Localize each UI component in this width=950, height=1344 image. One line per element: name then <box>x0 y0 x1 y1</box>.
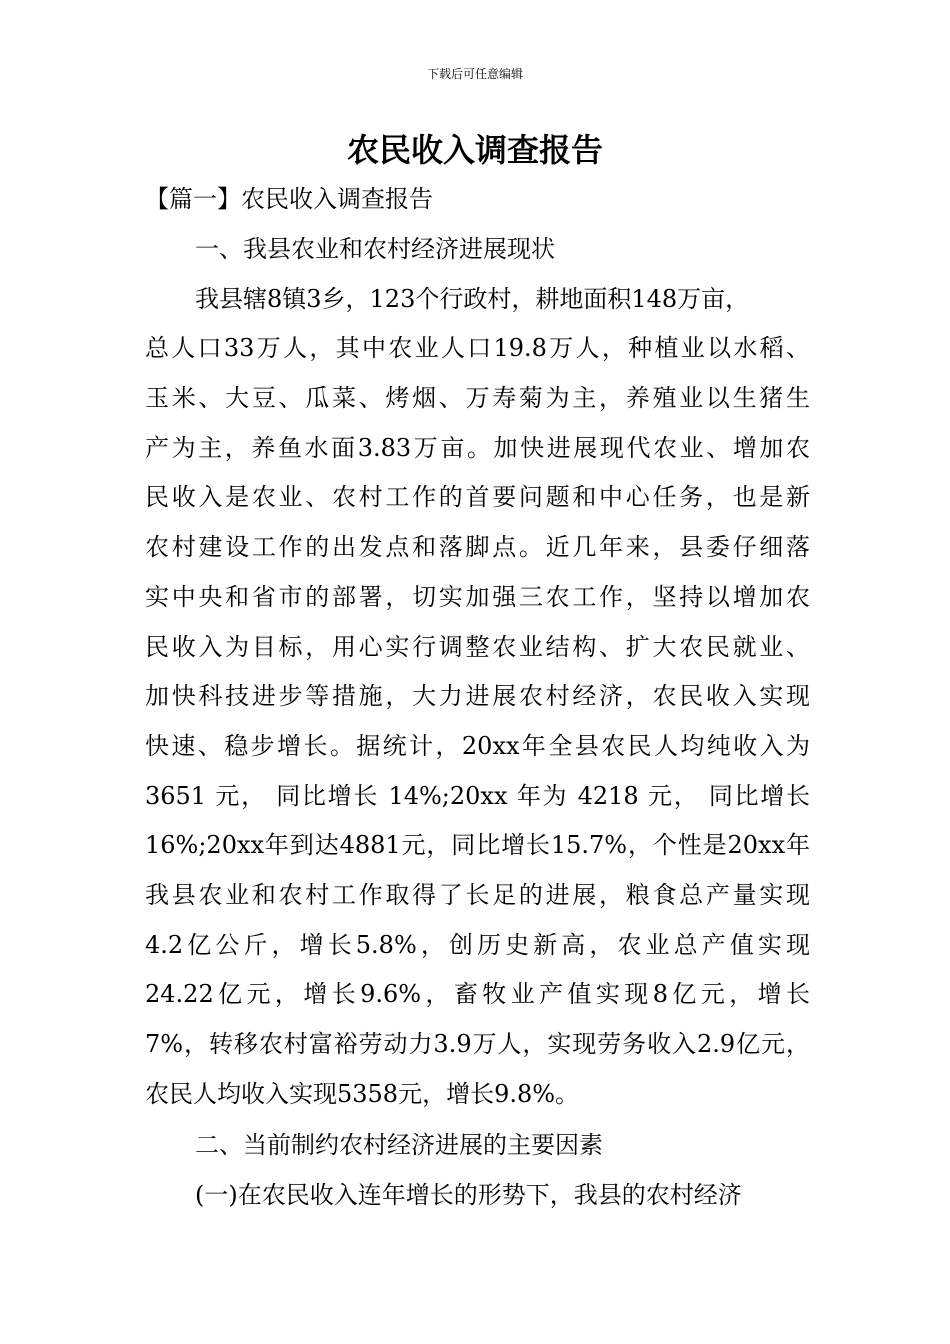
document-title: 农民收入调查报告 <box>346 131 603 169</box>
section-heading-2: 二、当前制约农村经济进展的主要因素 <box>195 1131 603 1159</box>
subtitle: 【篇一】农民收入调查报告 <box>145 185 433 213</box>
paragraph-line: 实中央和省市的部署，切实加强三农工作，坚持以增加农 <box>145 583 810 611</box>
paragraph-line: 快速、稳步增长。据统计，20xx年全县农民人均纯收入为 <box>145 732 810 760</box>
paragraph-line: 民收入为目标，用心实行调整农业结构、扩大农民就业、 <box>145 633 810 661</box>
paragraph-line: 产为主，养鱼水面3.83万亩。加快进展现代农业、增加农 <box>145 434 810 462</box>
paragraph-line: 总人口33万人，其中农业人口19.8万人，种植业以水稻、 <box>145 334 810 362</box>
header-note: 下载后可任意编辑 <box>426 67 523 81</box>
paragraph-line: 农民人均收入实现5358元，增长9.8%。 <box>145 1080 580 1108</box>
paragraph-line: 4.2亿公斤，增长5.8%，创历史新高，农业总产值实现 <box>145 931 810 959</box>
paragraph-line: 7%，转移农村富裕劳动力3.9万人，实现劳务收入2.9亿元， <box>145 1030 810 1058</box>
paragraph-line: 民收入是农业、农村工作的首要问题和中心任务，也是新 <box>145 483 810 511</box>
section-heading-1: 一、我县农业和农村经济进展现状 <box>195 235 555 263</box>
paragraph-line: 我县辖8镇3乡，123个行政村，耕地面积148万亩， <box>195 285 750 313</box>
paragraph-line: 加快科技进步等措施，大力进展农村经济，农民收入实现 <box>145 682 810 710</box>
paragraph-line: 农村建设工作的出发点和落脚点。近几年来，县委仔细落 <box>145 533 810 561</box>
paragraph-line: 16%;20xx年到达4881元，同比增长15.7%，个性是20xx年 <box>145 831 810 859</box>
paragraph-line: 24.22亿元，增长9.6%，畜牧业产值实现8亿元，增长 <box>145 980 810 1008</box>
paragraph-line: 我县农业和农村工作取得了长足的进展，粮食总产量实现 <box>145 881 810 909</box>
paragraph-line: 玉米、大豆、瓜菜、烤烟、万寿菊为主，养殖业以生猪生 <box>145 384 810 412</box>
paragraph-2-first-line: (一)在农民收入连年增长的形势下，我县的农村经济 <box>195 1181 742 1209</box>
paragraph-line: 3651 元， 同比增长 14%;20xx 年为 4218 元， 同比增长 <box>145 782 810 810</box>
